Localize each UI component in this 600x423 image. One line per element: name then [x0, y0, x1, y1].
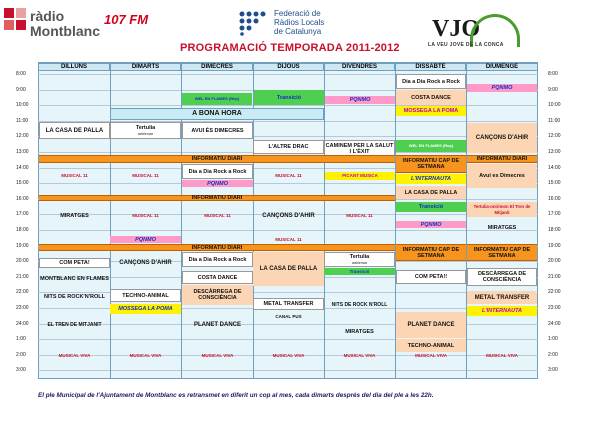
federation-logo-icon	[238, 10, 268, 36]
program-musical-viva-wed: MUSICAL VIVA	[201, 352, 234, 358]
federation-line3: de Catalunya	[274, 27, 322, 36]
program-picant-fri: PICANT MUSICA	[325, 172, 395, 180]
time-label-right: 23:00	[548, 305, 561, 311]
time-label-left: 9:00	[16, 86, 26, 93]
program-descarrega-sun: DESCÀRREGA DE CONSCIÈNCIA	[467, 268, 537, 286]
time-label-left: 1:00	[16, 336, 26, 343]
program-dia-a-dia-sat: Dia a Dia Rock a Rock	[396, 74, 466, 89]
tertulia-fri-label: Tertulia	[349, 253, 370, 260]
time-label-right: 11:00	[548, 117, 561, 124]
time-label-right: 13:00	[548, 149, 561, 155]
program-informatiu-diari-1: INFORMATIU DIARI	[39, 155, 395, 163]
time-label-right: 3:00	[548, 367, 558, 374]
program-musical11-tue-2: MUSICAL 11	[132, 213, 159, 218]
time-label-right: 14:00	[548, 164, 561, 171]
time-label-right: 21:00	[548, 273, 561, 280]
program-wel-flames-wed: WEL EN FLAMES (Rep)	[182, 93, 252, 105]
radio-name-line1: ràdio	[30, 8, 65, 24]
program-techno-sat: TECHNO-ANIMAL	[396, 339, 466, 352]
time-label-left: 22:00	[16, 289, 29, 296]
program-dia-a-dia-wed: Dia a Dia Rock a Rock	[182, 164, 253, 179]
tertulia-label: Tertulia	[135, 124, 156, 131]
program-dia-a-dia-wed-2: Dia a Dia Rock a Rock	[182, 252, 253, 267]
program-tren-mitjanit-mon: EL TREN DE MITJANIT	[47, 322, 102, 328]
tertulia-sub: onirimon	[137, 130, 154, 136]
time-label-right: 15:00	[548, 180, 561, 187]
radio-name-line2: Montblanc	[30, 23, 100, 39]
program-musical11-mon: MUSICAL 11	[61, 173, 88, 178]
day-header-friday: DIVENDRES	[324, 63, 395, 71]
program-informatiu-diari-sun: INFORMATIU DIARI	[467, 155, 537, 163]
program-casa-palla-mon: LA CASA DE PALLA	[39, 122, 110, 139]
time-label-left: 17:00	[16, 211, 29, 218]
program-costa-dance-wed: COSTA DANCE	[182, 271, 253, 284]
federation-line2: Ràdios Locals	[274, 18, 325, 27]
program-pqnmo-tue: PQNMO	[110, 236, 181, 243]
program-avui-dimecres-wed: AVUI ÉS DIMECRES	[182, 122, 253, 139]
time-label-right: 20:00	[548, 258, 561, 265]
program-internauta-sun: L'INTERNAUTA	[467, 306, 537, 316]
row-divider	[38, 230, 538, 231]
program-planet-dance-sat: PLANET DANCE	[396, 312, 466, 338]
time-label-left: 11:00	[16, 117, 29, 124]
time-label-left: 19:00	[16, 242, 29, 249]
time-label-left: 18:00	[16, 227, 29, 233]
day-header-thursday: DIJOUS	[253, 63, 324, 71]
schedule-grid	[0, 60, 600, 380]
program-cancons-ahir-sun: CANÇONS D'AHIR	[467, 123, 537, 153]
row-divider	[38, 370, 538, 371]
program-costa-dance-sat: COSTA DANCE	[396, 90, 466, 105]
time-label-right: 17:00	[548, 211, 561, 218]
time-label-right: 24:00	[548, 320, 561, 327]
time-label-right: 2:00	[548, 351, 558, 358]
program-cancons-ahir-thu: CANÇONS D'AHIR	[262, 213, 315, 219]
time-label-left: 21:00	[16, 273, 29, 280]
time-label-right: 9:00	[548, 86, 558, 93]
time-label-left: 10:00	[16, 102, 29, 109]
program-metal-thu: METAL TRANSFER	[253, 298, 324, 310]
time-label-left: 16:00	[16, 195, 29, 202]
program-casa-palla-sat: LA CASA DE PALLA	[396, 186, 466, 199]
time-label-right: 19:00	[548, 242, 561, 249]
program-musical-viva-fri: MUSICAL VIVA	[343, 352, 376, 358]
program-altre-drac-thu: L'ALTRE DRAC	[253, 140, 324, 154]
program-musical-viva-thu: MUSICAL VIVA	[272, 352, 305, 358]
federation-name	[274, 9, 324, 36]
program-pqnmo-wed: PQNMO	[182, 180, 253, 187]
time-label-right: 1:00	[548, 336, 558, 343]
program-musical11-fri: MUSICAL 11	[346, 213, 373, 218]
program-internauta-sat: L'INTERNAUTA	[396, 174, 466, 184]
time-label-right: 18:00	[548, 227, 561, 233]
program-montblanc-flames-mon: MONTBLANC EN FLAMES	[40, 276, 109, 282]
program-miratges-sun: MIRATGES	[487, 225, 517, 231]
program-transicio-sat: Transició	[396, 202, 466, 212]
time-label-left: 2:00	[16, 351, 26, 358]
program-musical11-thu: MUSICAL 11	[275, 173, 302, 178]
program-transicio-thu: Transició	[254, 90, 324, 105]
program-canal-pus-thu: CANAL PUS	[275, 314, 302, 319]
page-title: PROGRAMACIÓ TEMPORADA 2011-2012	[180, 42, 400, 54]
time-label-left: 14:00	[16, 164, 29, 171]
program-informatiu-cap-sun: INFORMATIU CAP DE SETMANA	[467, 244, 537, 261]
tertulia-fri-sub: onirimon	[351, 259, 368, 265]
day-header-monday: DILLUNS	[38, 63, 110, 71]
radio-logo-icon	[4, 8, 26, 36]
time-label-right: 10:00	[548, 102, 561, 109]
program-informatiu-cap-sat-2: INFORMATIU CAP DE SETMANA	[396, 244, 466, 261]
time-label-right: 8:00	[548, 71, 558, 77]
time-label-right: 16:00	[548, 195, 561, 202]
program-nits-rock-mon: NITS DE ROCK'N'ROLL	[44, 294, 105, 300]
program-mossega-sat: MOSSEGA LA POMA	[396, 106, 466, 116]
time-label-right: 12:00	[548, 133, 561, 140]
footer-note: El ple Municipal de l'Ajuntament de Montblanc es retransmet en diferit un cop al mes, cada dimarts després del dia del ple a les 22h.	[38, 392, 434, 399]
program-informatiu-diari-3: INFORMATIU DIARI	[39, 244, 395, 251]
program-descarrega-wed: DESCÀRREGA DE CONSCIÈNCIA	[182, 285, 253, 305]
program-nits-rock-fri: NITS DE ROCK N'ROLL	[331, 302, 388, 308]
program-informatiu-diari-2: INFORMATIU DIARI	[39, 195, 395, 201]
time-label-left: 23:00	[16, 305, 29, 311]
time-label-left: 3:00	[16, 367, 26, 374]
program-transicio-fri: Transició	[324, 268, 395, 275]
program-tertulia-tue	[110, 122, 181, 139]
day-header-sunday: DIUMENGE	[466, 63, 538, 71]
program-mossega-tue: MOSSEGA LA POMA	[110, 304, 181, 314]
program-musical-viva-sun: MUSICAL VIVA	[486, 352, 518, 358]
program-pqnmo-sat: PQNMO	[396, 221, 466, 228]
vjo-logo: VJO	[432, 16, 480, 42]
vjo-subtitle: LA VEU JOVE DE LA CONCA	[428, 42, 504, 48]
time-label-left: 24:00	[16, 320, 29, 327]
federation-line1: Federació de	[274, 9, 321, 18]
program-com-peta-mon: COM PETA!	[39, 258, 110, 268]
program-caminem-fri: CAMINEM PER LA SALUT I L'ÈXIT	[324, 140, 395, 158]
program-avui-es-dimecres-sun: Avui es Dimecres	[467, 164, 537, 188]
program-metal-sun: METAL TRANSFER	[467, 291, 537, 304]
radio-frequency: 107 FM	[104, 12, 149, 27]
time-label-left: 15:00	[16, 180, 29, 187]
program-tertulia-fri	[324, 252, 395, 267]
time-label-left: 8:00	[16, 71, 26, 77]
program-musical11-thu-2: MUSICAL 11	[275, 236, 302, 242]
program-miratges-fri: MIRATGES	[345, 328, 374, 335]
program-musical-viva-tue: MUSICAL VIVA	[129, 352, 162, 358]
program-musical-viva-mon: MUSICAL VIVA	[58, 352, 91, 358]
program-a-bona-hora: A BONA HORA	[110, 108, 324, 120]
program-miratges-mon: MIRATGES	[60, 213, 89, 219]
program-pqnmo-fri: PQNMO	[325, 96, 395, 104]
time-label-left: 20:00	[16, 258, 29, 265]
time-label-left: 13:00	[16, 149, 29, 155]
program-cancons-ahir-tue: CANÇONS D'AHIR	[119, 260, 172, 266]
program-tertulia-tren-sun: Tertulia-onirimon El Tren de Mitjanit	[467, 202, 537, 217]
day-header-saturday: DISSABTE	[395, 63, 466, 71]
program-musical11-wed: MUSICAL 11	[204, 213, 231, 218]
program-com-peta-sat: COM PETA!!	[396, 270, 466, 284]
program-pqnmo-sun: PQNMO	[467, 84, 537, 92]
day-header-wednesday: DIMECRES	[181, 63, 253, 71]
program-casa-palla-thu: LA CASA DE PALLA	[253, 252, 324, 286]
day-header-tuesday: DIMARTS	[110, 63, 181, 71]
program-musical11-tue: MUSICAL 11	[132, 173, 159, 178]
program-musical-viva-sat: MUSICAL VIVA	[415, 352, 447, 358]
time-label-left: 12:00	[16, 133, 29, 140]
program-techno-tue: TECHNO-ANIMAL	[110, 289, 181, 302]
time-label-right: 22:00	[548, 289, 561, 296]
program-wel-flames-sat: WEL EN FLAMES (Rep)	[396, 140, 466, 152]
program-planet-dance-wed: PLANET DANCE	[193, 322, 241, 328]
program-informatiu-cap-sat: INFORMATIU CAP DE SETMANA	[396, 155, 466, 173]
